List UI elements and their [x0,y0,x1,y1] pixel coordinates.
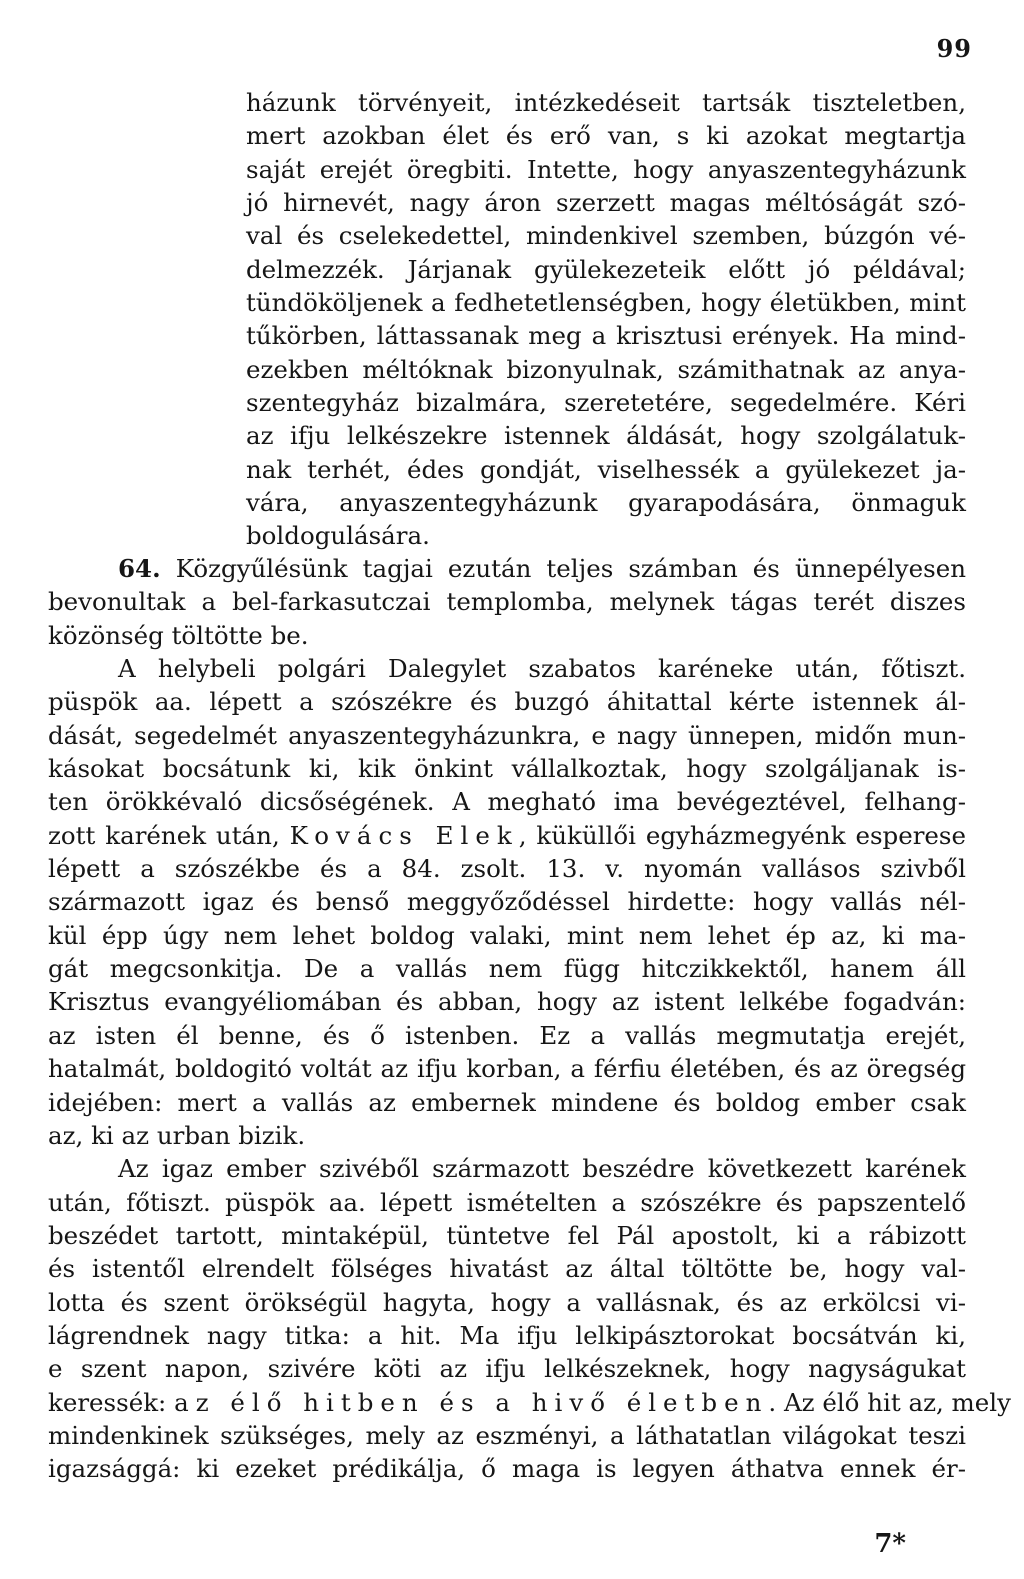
text-line: Krisztus evangyéliomában és abban, hogy az istent lelkébe fogadván: [48,987,966,1017]
intro-line: nak terhét, édes gondját, viselhessék a gyülekezet ja- [246,454,966,484]
text-line: igazsággá: ki ezeket prédikálja, ő maga is legyen áthatva ennek ér- [48,1454,966,1484]
text-line: mindenkinek szükséges, mely az eszményi, a láthatatlan világokat teszi [48,1420,966,1450]
section-number: 64. [118,554,161,583]
section-64-first-line [48,552,966,585]
text-line: lotta és szent örökségül hagyta, hogy a vallásnak, és az erkölcsi vi- [48,1287,966,1317]
text-fragment: zott karének után, [48,820,290,850]
text-line: és istentől elrendelt fölséges hivatást az által töltötte be, hogy val- [48,1254,966,1284]
intro-line: szentegyház bizalmára, szeretetére, segedelmére. Kéri [246,388,966,418]
text-line: beszédet tartott, mintaképül, tüntetve fel Pál apostolt, ki a rábizott [48,1220,966,1250]
text-line: közönség töltötte be. [48,620,309,650]
intro-line: jó hirnevét, nagy áron szerzett magas méltóságát szó- [246,188,966,218]
intro-line: val és cselekedettel, mindenkivel szemben, búzgón vé- [246,221,966,251]
intro-line: delmezzék. Járjanak gyülekezeteik előtt jó példával; [246,254,966,284]
text-line: az isten él benne, és ő istenben. Ez a vallás megmutatja erejét, [48,1020,966,1050]
kovacs-line [48,819,966,852]
intro-line: az ifju lelkészekre istennek áldását, hogy szolgálatuk- [246,421,966,451]
text-line: A helybeli polgári Dalegylet szabatos karéneke után, főtiszt. [118,654,966,684]
intro-line: boldogulására. [246,521,430,551]
text-fragment: keressék: [48,1387,175,1417]
person-name: Kovács Elek [289,820,519,850]
text-line: püspök aa. lépett a szószékre és buzgó áhitattal kérte istennek ál- [48,687,966,717]
text-line: lágrendnek nagy titka: a hit. Ma ifju lelkipásztorokat bocsátván ki, [48,1320,966,1350]
spaced-line [48,1386,1011,1419]
text-line: Az igaz ember szivéből származott beszédre következett karének [118,1154,966,1184]
text-line: e szent napon, szivére köti az ifju lelkészeknek, hogy nagyságukat [48,1354,966,1384]
text-line: lépett a szószékbe és a 84. zsolt. 13. v. nyomán vallásos szivből [48,854,966,884]
section-64-text: Közgyűlésünk tagjai ezután teljes számban és ünnepélyesen [160,554,966,583]
intro-line: tűkörben, láttassanak meg a krisztusi erények. Ha mind- [246,321,966,351]
emphasized-phrase: az élő hitben és a hivő életben [174,1387,769,1417]
text-line: kásokat bocsátunk ki, kik önkint vállalkoztak, hogy szolgáljanak is- [48,754,966,784]
text-line: után, főtiszt. püspök aa. lépett ismételten a szószékre és papszentelő [48,1187,966,1217]
intro-line: mert azokban élet és erő van, s ki azokat megtartja [246,121,966,151]
text-line: bevonultak a bel-farkasutczai templomba, melynek tágas terét diszes [48,587,966,617]
intro-line: ezekben méltóknak bizonyulnak, számithatnak az anya- [246,354,966,384]
text-line: az, ki az urban bizik. [48,1120,306,1150]
text-line: származott igaz és benső meggyőződéssel hirdette: hogy vallás nél- [48,887,966,917]
intro-line: házunk törvényeit, intézkedéseit tartsák tiszteletben, [246,88,966,117]
text-line: kül épp úgy nem lehet boldog valaki, mint nem lehet ép az, ki ma- [48,920,966,950]
intro-line: vára, anyaszentegyházunk gyarapodására, önmaguk [246,488,966,518]
intro-paragraph [246,86,966,553]
text-line: idejében: mert a vallás az embernek mindene és boldog ember csak [48,1087,966,1117]
text-line: gát megcsonkitja. De a vallás nem függ hitczikkektől, hanem áll [48,954,966,984]
text-fragment: . Az élő hit az, mely [768,1387,1011,1417]
body-text [48,552,1011,1486]
page-number: 99 [936,34,972,63]
intro-line: saját erejét öregbiti. Intette, hogy anyaszentegyházunk [246,154,966,184]
text-line: dását, segedelmét anyaszentegyházunkra, e nagy ünnepen, midőn mun- [48,720,966,750]
text-line: hatalmát, boldogitó voltát az ifju korban, a férfiu életében, és az öregség [48,1054,966,1084]
signature-mark: 7* [874,1529,906,1559]
text-line: ten örökkévaló dicsőségének. A megható ima bevégeztével, felhang- [48,787,966,817]
text-fragment: , küküllői egyházmegyénk esperese [518,820,966,850]
intro-line: tündököljenek a fedhetetlenségben, hogy életükben, mint [246,288,966,318]
